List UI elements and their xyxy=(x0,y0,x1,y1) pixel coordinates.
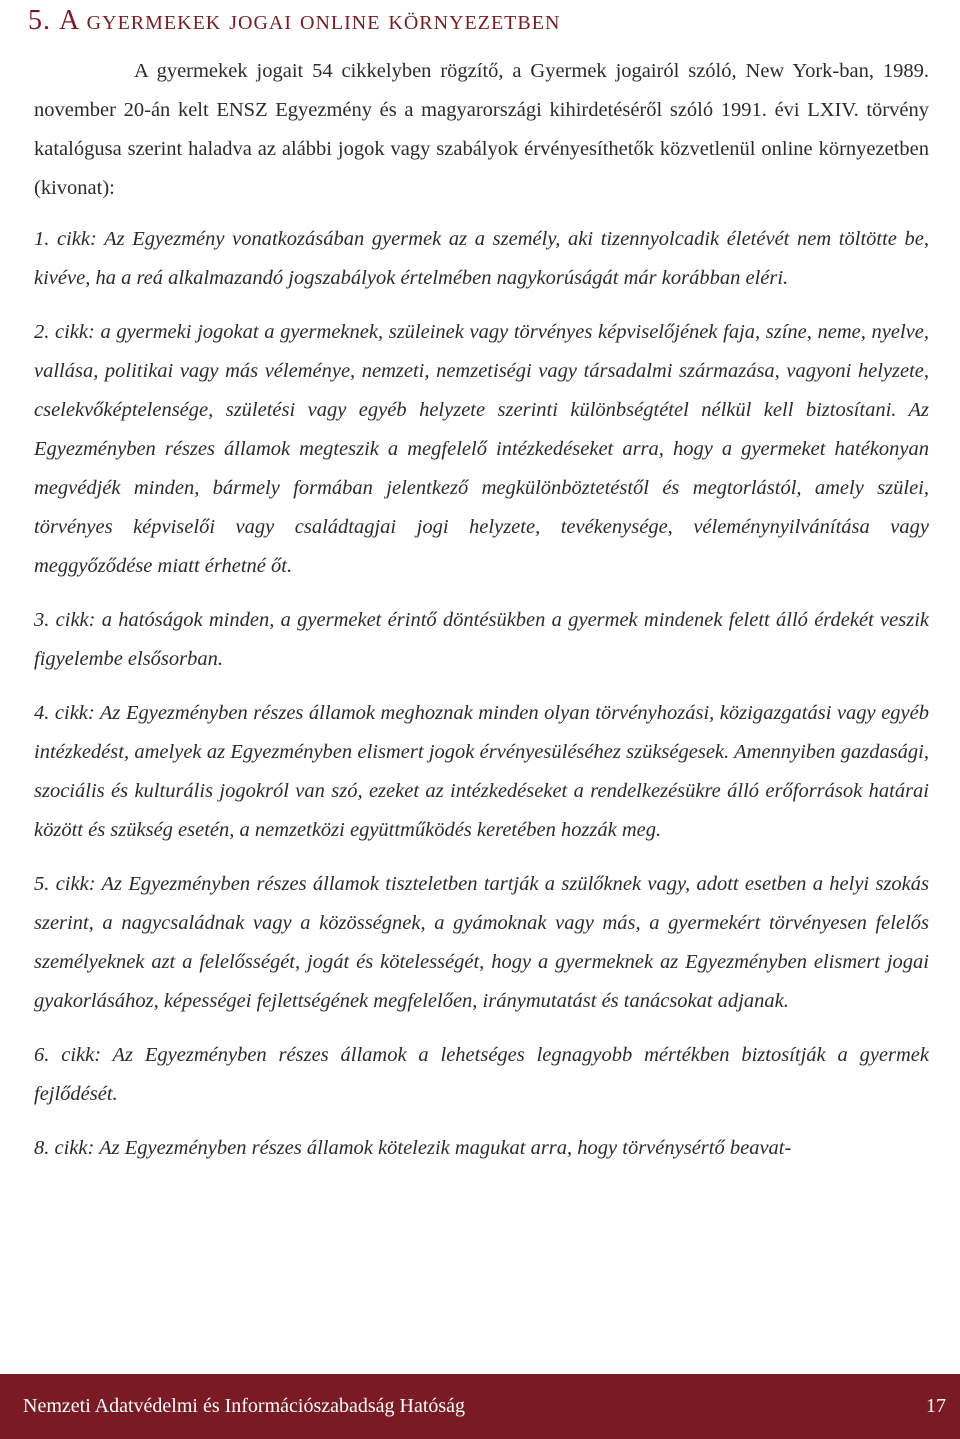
article-3: 3. cikk: a hatóságok minden, a gyermeket érintő döntésükben a gyermek mindenek felett álló érdekét veszik figyelembe elsősorban. xyxy=(34,609,929,670)
article-5: 5. cikk: Az Egyezményben részes államok tiszteletben tartják a szülőknek vagy, adott esetben a helyi szokás szerint, a nagycsaládnak vagy a közösségnek, a gyámoknak vagy más, a gyermekért törvényesen felelős személyeknek azt a felelősségét, jogát és kötelességét, hogy a gyermeknek az Egyezményben elismert jogai gyakorlásához, képességei fejlettségének megfelelően, iránymutatást és tanácsokat adjanak. xyxy=(34,873,929,1012)
footer-organization: Nemzeti Adatvédelmi és Információszabadság Hatóság xyxy=(23,1395,466,1417)
section-number: 5. xyxy=(28,5,51,36)
page-footer xyxy=(0,1374,960,1439)
section-heading xyxy=(28,4,560,38)
page-number: 17 xyxy=(926,1395,946,1417)
article-8: 8. cikk: Az Egyezményben részes államok kötelezik magukat arra, hogy törvénysértő beavat- xyxy=(34,1137,792,1159)
article-2: 2. cikk: a gyermeki jogokat a gyermeknek, szüleinek vagy törvényes képviselőjének faja, színe, neme, nyelve, vallása, politikai vagy más véleménye, nemzeti, nemzetiségi vagy társadalmi származása, vagyoni helyzete, cselekvőképtelensége, születési vagy egyéb helyzete szerinti különbségtétel nélkül kell biztosítani. Az Egyezményben részes államok megteszik a megfelelő intézkedéseket arra, hogy a gyermeket hatékonyan megvédjék minden, bármely formában jelentkező megkülönböztetéstől és megtorlástól, amely szülei, törvényes képviselői vagy családtagjai jogi helyzete, tevékenysége, véleménynyilvánítása vagy meggyőződése miatt érhetné őt. xyxy=(34,321,929,577)
section-title: A gyermekek jogai online környezetben xyxy=(59,5,561,36)
article-4: 4. cikk: Az Egyezményben részes államok meghoznak minden olyan törvényhozási, közigazgatási vagy egyéb intézkedést, amelyek az Egyezményben elismert jogok érvényesüléséhez szükségesek. Amennyiben gazdasági, szociális és kulturális jogokról van szó, ezeket az intézkedéseket a rendelkezésükre álló erőforrások határai között és szükség esetén, a nemzetközi együttműködés keretében hozzák meg. xyxy=(34,702,929,841)
document-body xyxy=(34,52,929,1168)
article-1: 1. cikk: Az Egyezmény vonatkozásában gyermek az a személy, aki tizennyolcadik életévét nem töltötte be, kivéve, ha a reá alkalmazandó jogszabályok értelmében nagykorúságát már korábban eléri. xyxy=(34,228,929,289)
article-6: 6. cikk: Az Egyezményben részes államok a lehetséges legnagyobb mértékben biztosítják a gyermek fejlődését. xyxy=(34,1044,929,1105)
intro-paragraph: A gyermekek jogait 54 cikkelyben rögzítő, a Gyermek jogairól szóló, New York-ban, 1989. november 20-án kelt ENSZ Egyezmény és a magyarországi kihirdetéséről szóló 1991. évi LXIV. törvény katalógusa szerint haladva az alábbi jogok vagy szabályok érvényesíthetők közvetlenül online környezetben (kivonat): xyxy=(34,60,929,199)
